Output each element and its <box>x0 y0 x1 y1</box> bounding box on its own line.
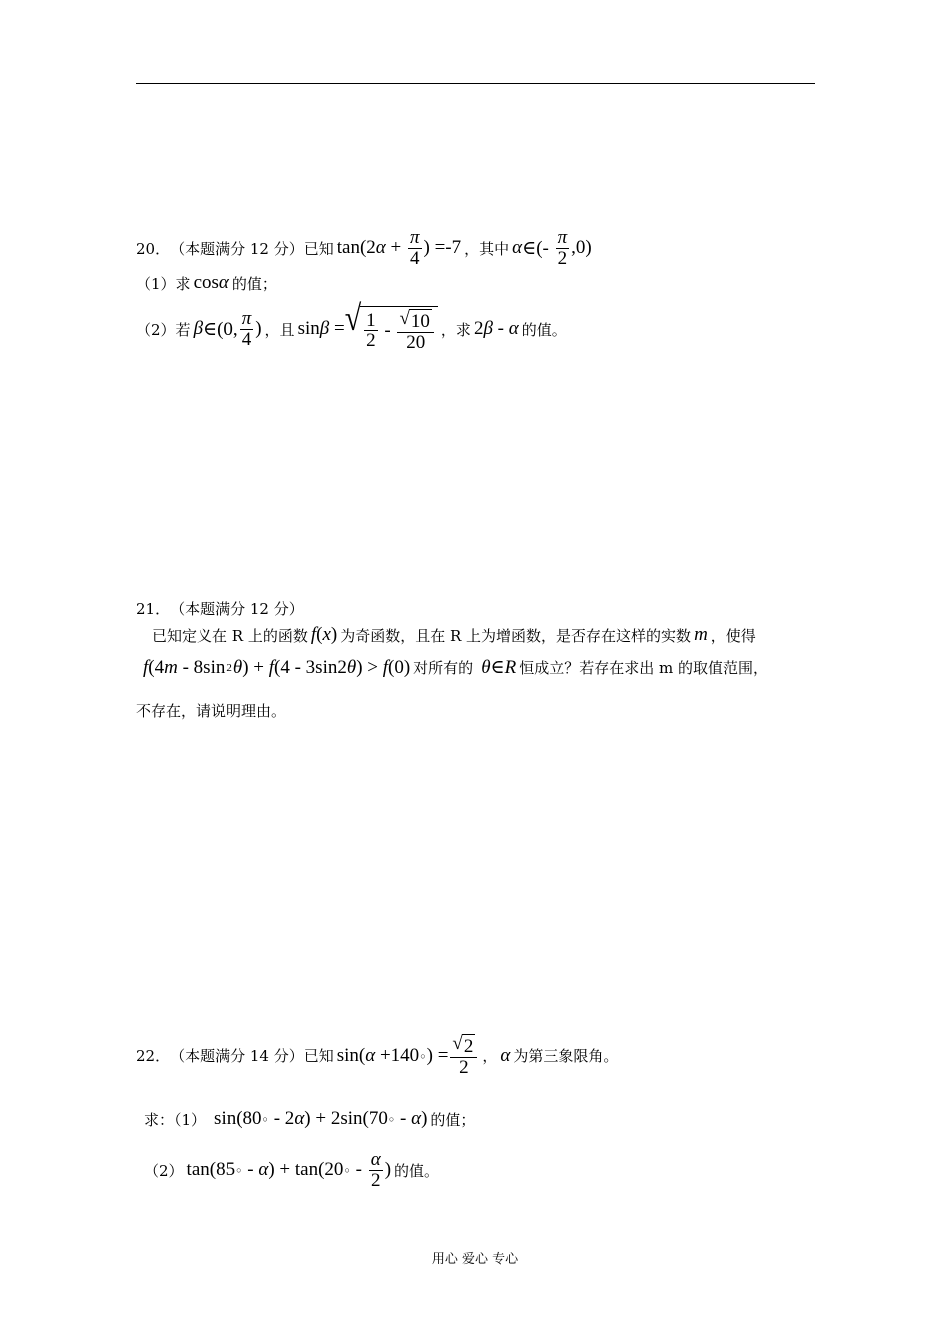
q20-equation: tan(2 α + $\frac{\pi}{4}$ ) =-7 <box>336 227 462 269</box>
q21-header <box>136 598 304 619</box>
q20-expr: 2 β - α <box>473 318 519 340</box>
q22-part2 <box>144 1150 439 1191</box>
q21-line3-text: 不存在，请说明理由。 <box>136 702 287 720</box>
q21-line1-c: ，使得 <box>710 626 756 645</box>
q20-stem-prefix: 已知 <box>303 239 334 258</box>
q20-part2-ask: ，求 <box>440 320 471 339</box>
q20-beta-domain: β ∈(0, $\frac{\pi}{4}$ ) <box>193 308 262 350</box>
q22-stem <box>136 1034 618 1078</box>
q22-stem-suffix: 为第三象限角。 <box>513 1047 619 1066</box>
q21-m: m <box>694 624 708 645</box>
header-rule <box>136 83 815 84</box>
q20-part1 <box>136 272 277 294</box>
q21-fx: f ( x ) <box>310 624 338 645</box>
q22-alpha: α <box>500 1044 511 1066</box>
q22-part1-label: 求：（1） <box>144 1110 207 1129</box>
q22-part1-suffix: 的值； <box>430 1110 476 1129</box>
q20-part2-suffix: 的值。 <box>521 320 567 339</box>
q22-stem-mid: ， <box>482 1047 498 1066</box>
q20-mid-text: ，其中 <box>464 239 510 258</box>
q20-part2 <box>136 298 567 353</box>
q20-part1-label: （1） <box>136 274 176 293</box>
q20-number: 20． <box>136 239 171 258</box>
q21-line2-mid: 对所有的 <box>413 659 474 677</box>
q21-inequality: f (4 m - 8sin 2 θ ) + f (4 - 3sin2 θ ) > f (0) <box>143 656 411 678</box>
q20-part2-mid: ，且 <box>264 320 295 339</box>
q21-theta-domain: θ ∈ R <box>481 656 517 678</box>
q20-cos-alpha: cos α <box>193 272 229 293</box>
q22-part2-expr: tan(85 ○ - α ) + tan(20 ○ - $\frac{\alpha}{2}$ ) <box>186 1149 392 1191</box>
q20-sin-beta: sin β = √ $\frac{1}{2}$ - √ 10 20 <box>298 306 438 353</box>
q21-line1 <box>152 624 756 646</box>
q20-score: （本题满分 12 分） <box>170 239 304 258</box>
q22-score: （本题满分 14 分） <box>170 1047 304 1066</box>
q21-line2-end: 恒成立？若存在求出 m 的取值范围， <box>519 659 768 677</box>
q22-part2-label: （2） <box>144 1161 184 1180</box>
q20-domain: α ∈(- $\frac{\pi}{2}$ ,0) <box>512 227 592 269</box>
q20-stem <box>136 228 595 269</box>
q20-part2-prefix: 若 <box>175 320 191 339</box>
q21-line1-a: 已知定义在 R 上的函数 <box>152 626 308 645</box>
q21-number: 21． <box>136 600 171 618</box>
q22-equation: sin( α +140 ○ ) = √ 2 2 <box>337 1034 480 1078</box>
q20-part1-suffix: 的值； <box>231 274 277 293</box>
q21-line2 <box>140 656 768 679</box>
q20-part2-label: （2） <box>136 320 176 339</box>
q22-part2-suffix: 的值。 <box>394 1161 440 1180</box>
q22-part1 <box>144 1108 475 1130</box>
q22-part1-expr: sin(80 ○ - 2 α ) + 2sin(70 ○ - α ) <box>214 1108 428 1129</box>
q22-stem-prefix: 已知 <box>303 1047 334 1066</box>
q21-line3 <box>136 700 286 721</box>
q21-score: （本题满分 12 分） <box>170 600 304 618</box>
q22-number: 22． <box>136 1047 171 1066</box>
page-footer: 用心 爱心 专心 <box>431 1252 519 1267</box>
q20-part1-text: 求 <box>175 274 191 293</box>
q21-line1-b: 为奇函数，且在 R 上为增函数，是否存在这样的实数 <box>340 626 692 645</box>
